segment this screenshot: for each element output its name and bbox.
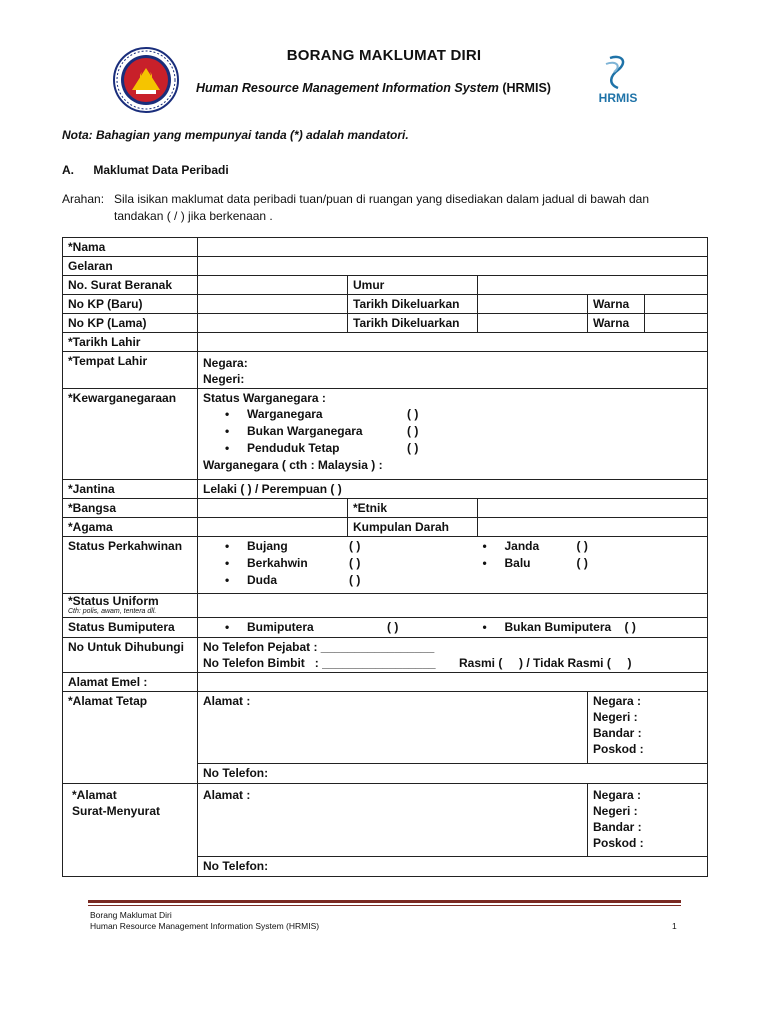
- input-bangsa[interactable]: [198, 499, 348, 518]
- row-status-perkahwinan: [63, 537, 708, 594]
- label-warganegara-cth: Warganegara ( cth : Malaysia ) :: [203, 458, 383, 472]
- input-tempat-lahir[interactable]: [198, 352, 708, 389]
- row-no-dihubungi: [63, 638, 708, 673]
- subtitle-abbr: (HRMIS): [502, 81, 551, 95]
- row-tarikh-lahir: [63, 333, 708, 352]
- label-poskod-surat: Poskod :: [593, 836, 644, 850]
- option-duda[interactable]: • Duda ( ): [203, 572, 473, 589]
- row-alamat-tetap: [63, 692, 708, 764]
- label-etnik: *Etnik: [348, 499, 478, 518]
- label-status-perkahwinan: Status Perkahwinan: [63, 537, 198, 594]
- label-umur: Umur: [348, 276, 478, 295]
- mandatory-note: Nota: Bahagian yang mempunyai tanda (*) adalah mandatori.: [62, 128, 409, 142]
- input-kp-baru[interactable]: [198, 295, 348, 314]
- label-jantina: *Jantina: [63, 480, 198, 499]
- label-negeri-tetap: Negeri :: [593, 710, 638, 724]
- input-telefon-surat[interactable]: No Telefon:: [198, 857, 708, 877]
- footer-system-name: Human Resource Management Information System (HRMIS): [90, 921, 320, 931]
- label-negara: Negara:: [203, 356, 248, 370]
- input-kp-lama[interactable]: [198, 314, 348, 333]
- input-warna-lama[interactable]: [645, 314, 708, 333]
- row-alamat-emel: [63, 673, 708, 692]
- row-status-uniform: [63, 594, 708, 618]
- option-bujang[interactable]: • Bujang ( ): [203, 538, 473, 555]
- row-kp-lama: [63, 314, 708, 333]
- input-kumpulan-darah[interactable]: [478, 518, 708, 537]
- input-surat-beranak[interactable]: [198, 276, 348, 295]
- row-kewarganegaraan: [63, 389, 708, 480]
- label-kp-baru: No KP (Baru): [63, 295, 198, 314]
- option-janda[interactable]: • Janda ( ): [461, 538, 703, 555]
- label-kp-lama: No KP (Lama): [63, 314, 198, 333]
- label-poskod-tetap: Poskod :: [593, 742, 644, 756]
- label-bandar-surat: Bandar :: [593, 820, 642, 834]
- document-header: [0, 0, 768, 120]
- instruction-text: [62, 191, 702, 225]
- input-jantina[interactable]: Lelaki ( ) / Perempuan ( ): [198, 480, 708, 499]
- input-warna-baru[interactable]: [645, 295, 708, 314]
- label-kumpulan-darah: Kumpulan Darah: [348, 518, 478, 537]
- label-status-bumiputera: Status Bumiputera: [63, 618, 198, 638]
- label-tel-bimbit: No Telefon Bimbit : _________________: [203, 656, 436, 670]
- input-alamat-surat[interactable]: [198, 784, 588, 857]
- perkahwinan-left: [198, 537, 478, 594]
- label-agama: *Agama: [63, 518, 198, 537]
- option-bukan-bumiputera[interactable]: • Bukan Bumiputera ( ): [478, 618, 708, 638]
- warganegara-options: [203, 406, 702, 457]
- input-status-uniform[interactable]: [198, 594, 708, 618]
- option-berkahwin[interactable]: • Berkahwin ( ): [203, 555, 473, 572]
- input-etnik[interactable]: [478, 499, 708, 518]
- label-negeri: Negeri:: [203, 372, 245, 386]
- label-alamat-tetap-alamat: Alamat :: [203, 694, 251, 708]
- label-alamat-surat: *Alamat Surat-Menyurat: [63, 784, 198, 877]
- input-alamat-emel[interactable]: [198, 673, 708, 692]
- input-umur[interactable]: [478, 276, 708, 295]
- footer-rule: [88, 900, 681, 903]
- label-tarikh-dikeluarkan-baru: Tarikh Dikeluarkan: [348, 295, 478, 314]
- row-tempat-lahir: [63, 352, 708, 389]
- label-alamat-surat-alamat: Alamat :: [203, 788, 251, 802]
- row-jantina: [63, 480, 708, 499]
- label-surat-beranak: No. Surat Beranak: [63, 276, 198, 295]
- instruction-line-1: Sila isikan maklumat data peribadi tuan/puan di ruangan yang disediakan dalam jadual di bawah dan: [114, 192, 650, 206]
- input-telefon-tetap[interactable]: No Telefon:: [198, 764, 708, 784]
- subtitle-text: Human Resource Management Information System: [196, 81, 499, 95]
- alamat-surat-details[interactable]: [588, 784, 708, 857]
- label-negara-surat: Negara :: [593, 788, 642, 802]
- section-title: Maklumat Data Peribadi: [93, 163, 229, 177]
- label-tarikh-dikeluarkan-lama: Tarikh Dikeluarkan: [348, 314, 478, 333]
- row-status-bumiputera: [63, 618, 708, 638]
- row-surat-beranak: [63, 276, 708, 295]
- label-alamat-emel: Alamat Emel :: [63, 673, 198, 692]
- option-penduduk-tetap[interactable]: • Penduduk Tetap ( ): [203, 440, 702, 457]
- perkahwinan-right: [478, 537, 708, 594]
- row-nama: [63, 238, 708, 257]
- label-gelaran: Gelaran: [63, 257, 198, 276]
- label-warna-baru: Warna: [588, 295, 645, 314]
- label-tel-pejabat: No Telefon Pejabat : _________________: [203, 640, 435, 654]
- input-agama[interactable]: [198, 518, 348, 537]
- option-bumiputera[interactable]: • Bumiputera ( ): [198, 618, 478, 638]
- input-nama[interactable]: [198, 238, 708, 257]
- label-bandar-tetap: Bandar :: [593, 726, 642, 740]
- row-gelaran: [63, 257, 708, 276]
- input-gelaran[interactable]: [198, 257, 708, 276]
- personal-data-form: [62, 237, 708, 877]
- row-alamat-surat: [63, 784, 708, 857]
- instruction-line-2: tandakan ( / ) jika berkenaan .: [114, 209, 273, 223]
- label-nama: *Nama: [63, 238, 198, 257]
- document-subtitle: [196, 81, 551, 95]
- alamat-tetap-details[interactable]: [588, 692, 708, 764]
- label-negara-tetap: Negara :: [593, 694, 642, 708]
- input-alamat-tetap[interactable]: [198, 692, 588, 764]
- label-bangsa: *Bangsa: [63, 499, 198, 518]
- label-status-warganegara: Status Warganegara :: [203, 391, 326, 405]
- label-tarikh-lahir: *Tarikh Lahir: [63, 333, 198, 352]
- row-agama: [63, 518, 708, 537]
- input-tarikh-lahir[interactable]: [198, 333, 708, 352]
- label-kewarganegaraan: *Kewarganegaraan: [63, 389, 198, 480]
- footer-doc-name: Borang Maklumat Diri: [90, 910, 172, 920]
- instruction-label: Arahan:: [62, 192, 105, 206]
- hrmis-logo: [588, 50, 648, 108]
- section-heading: [62, 163, 229, 177]
- row-kp-baru: [63, 295, 708, 314]
- input-tarikh-dikeluarkan-lama[interactable]: [478, 314, 588, 333]
- input-tarikh-dikeluarkan-baru[interactable]: [478, 295, 588, 314]
- option-warganegara[interactable]: • Warganegara ( ): [203, 406, 702, 423]
- footer-page-number: 1: [672, 921, 677, 931]
- label-alamat-tetap: *Alamat Tetap: [63, 692, 198, 784]
- label-tempat-lahir: *Tempat Lahir: [63, 352, 198, 389]
- row-bangsa: [63, 499, 708, 518]
- label-no-dihubungi: No Untuk Dihubungi: [63, 638, 198, 673]
- option-bukan-warganegara[interactable]: • Bukan Warganegara ( ): [203, 423, 702, 440]
- option-balu[interactable]: • Balu ( ): [461, 555, 703, 572]
- hrmis-logo-text: HRMIS: [598, 91, 638, 105]
- footer-rule-thin: [88, 905, 681, 906]
- label-rasmi: Rasmi ( ) / Tidak Rasmi ( ): [459, 656, 632, 670]
- label-warna-lama: Warna: [588, 314, 645, 333]
- uniform-note: Cth: polis, awam, tentera dll.: [68, 608, 157, 615]
- document-title: BORANG MAKLUMAT DIRI: [286, 47, 482, 64]
- label-status-uniform: *Status Uniform Cth: polis, awam, tentera dll.: [63, 594, 198, 618]
- input-no-dihubungi[interactable]: [198, 638, 708, 673]
- section-letter: A.: [62, 163, 74, 177]
- input-kewarganegaraan: [198, 389, 708, 480]
- label-negeri-surat: Negeri :: [593, 804, 638, 818]
